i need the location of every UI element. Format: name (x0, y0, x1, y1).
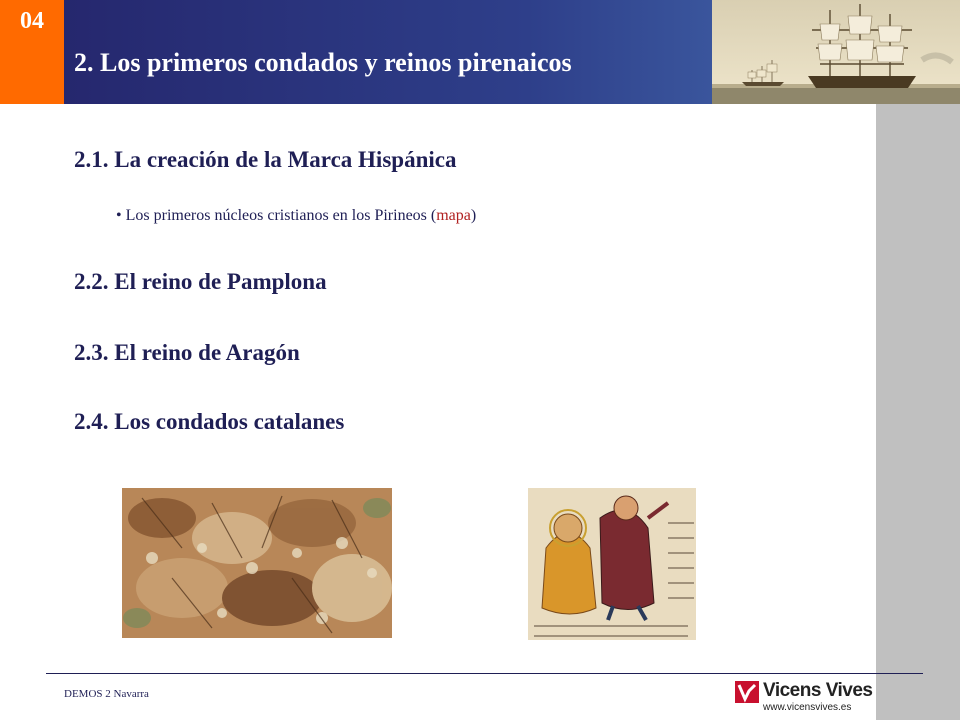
mapa-link[interactable]: mapa (436, 207, 471, 224)
bullet-text-close: ) (470, 207, 477, 224)
section-2-1-heading[interactable]: 2.1. La creación de la Marca Hispánica (74, 147, 457, 172)
section-2-4-heading[interactable]: 2.4. Los condados catalanes (74, 409, 345, 434)
header-bar (0, 0, 960, 104)
bullet-marker: • (116, 207, 122, 224)
tapestry-battle-image (122, 488, 392, 638)
section-2-3-heading[interactable]: 2.3. El reino de Aragón (74, 340, 300, 365)
chapter-badge (0, 0, 64, 104)
ship-painting-image (712, 0, 960, 104)
page-title: 2. Los primeros condados y reinos pirenaicos (74, 48, 572, 77)
chapter-number: 04 (20, 8, 44, 34)
logo-url: www.vicensvives.es (763, 702, 852, 713)
section-2-2-heading[interactable]: 2.2. El reino de Pamplona (74, 269, 327, 294)
bullet-item-mapa (116, 207, 476, 225)
publisher-logo (733, 678, 873, 716)
footer-divider (46, 673, 923, 674)
right-side-band (876, 104, 960, 720)
footer-caption: DEMOS 2 Navarra (64, 688, 149, 700)
logo-name: Vicens Vives (763, 680, 873, 701)
vicens-vives-logo-icon (735, 681, 759, 703)
manuscript-illumination-image (528, 488, 696, 640)
bullet-text: Los primeros núcleos cristianos en los Pirineos ( (125, 207, 437, 224)
